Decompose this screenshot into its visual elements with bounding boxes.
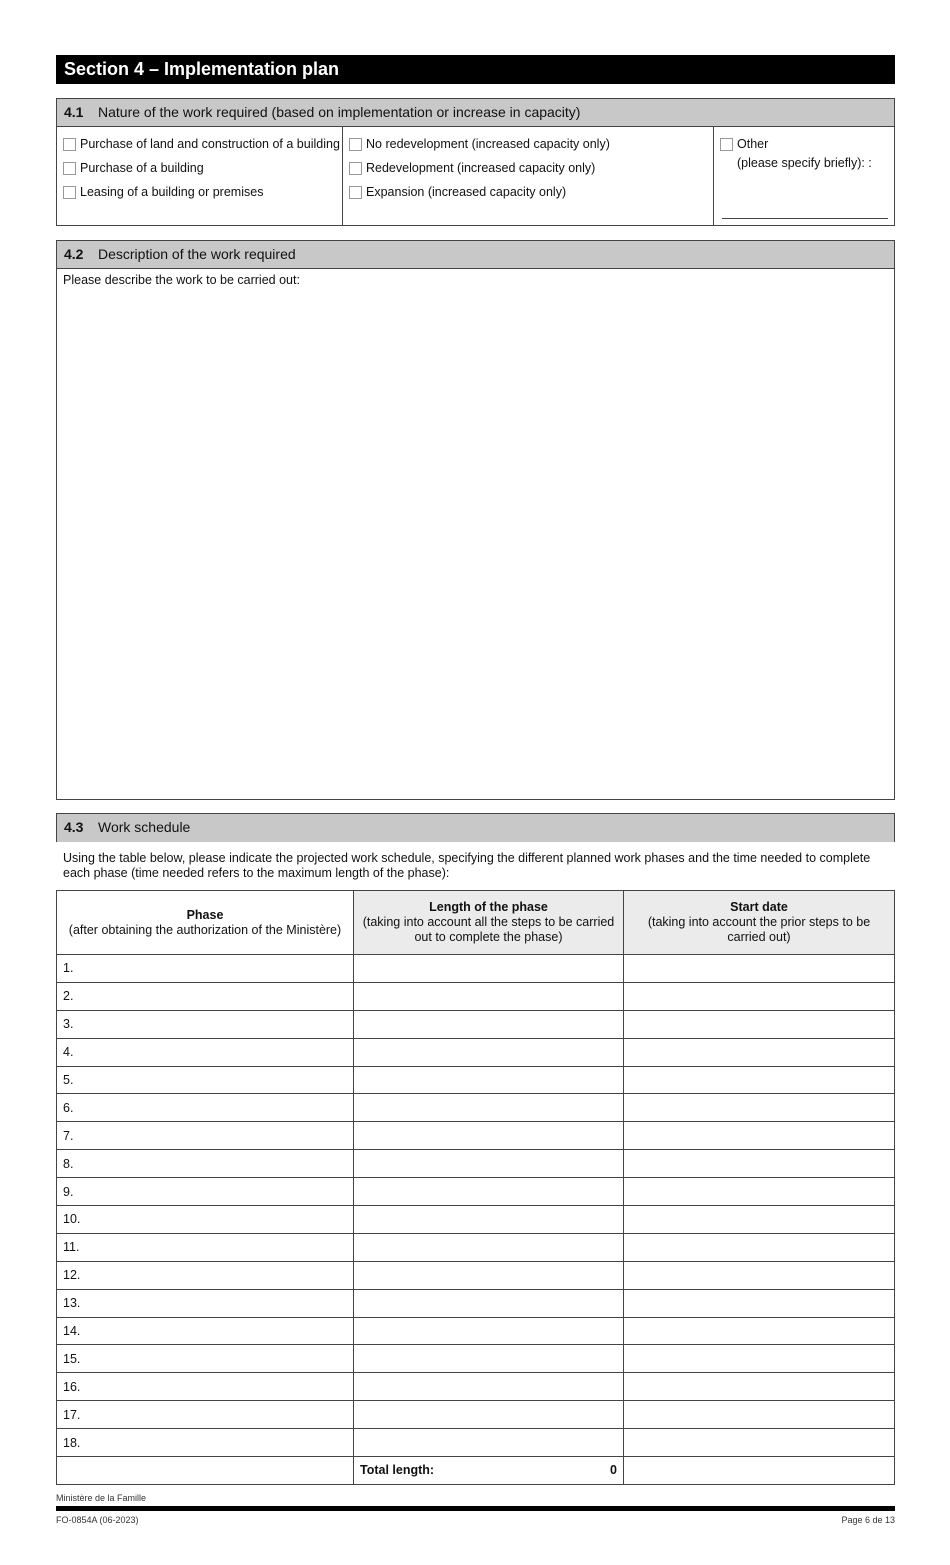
table-row (57, 1261, 895, 1289)
section-heading: Work schedule (98, 819, 191, 835)
checkbox[interactable] (63, 138, 76, 151)
length-cell[interactable] (354, 1066, 624, 1094)
total-length-value: 0 (610, 1463, 617, 1478)
description-header (57, 241, 894, 269)
option-label: Leasing of a building or premises (80, 185, 264, 199)
length-cell[interactable] (354, 1317, 624, 1345)
checkbox[interactable] (63, 162, 76, 175)
total-length-label: Total length: (360, 1463, 435, 1478)
table-row (57, 1317, 895, 1345)
options-column-other (714, 127, 894, 225)
table-row (57, 982, 895, 1010)
phase-cell[interactable]: 10. (57, 1206, 354, 1234)
total-spacer-cell (57, 1457, 354, 1485)
phase-cell[interactable]: 13. (57, 1289, 354, 1317)
start-date-cell[interactable] (624, 1401, 895, 1429)
option-label: Purchase of land and construction of a building (80, 137, 340, 151)
start-date-cell[interactable] (624, 955, 895, 983)
description-box (56, 240, 895, 800)
nature-of-work-box (56, 98, 895, 226)
option-label: Expansion (increased capacity only) (366, 185, 567, 199)
table-row (57, 955, 895, 983)
phase-cell[interactable]: 5. (57, 1066, 354, 1094)
start-date-cell[interactable] (624, 1178, 895, 1206)
start-date-cell[interactable] (624, 1317, 895, 1345)
length-cell[interactable] (354, 1178, 624, 1206)
footer-organization: Ministère de la Famille (56, 1493, 147, 1503)
phase-cell[interactable]: 9. (57, 1178, 354, 1206)
table-row (57, 1122, 895, 1150)
phase-cell[interactable]: 11. (57, 1233, 354, 1261)
total-length-cell (354, 1457, 624, 1485)
option-purchase-building[interactable] (63, 156, 336, 180)
option-label: No redevelopment (increased capacity only) (366, 137, 610, 151)
column-header-start-date: Start date (taking into account the prior steps to be carried out) (624, 891, 895, 955)
work-schedule-table (56, 890, 895, 1485)
phase-cell[interactable]: 3. (57, 1010, 354, 1038)
checkbox[interactable] (349, 138, 362, 151)
start-date-cell[interactable] (624, 1261, 895, 1289)
start-date-cell[interactable] (624, 1289, 895, 1317)
table-row (57, 1233, 895, 1261)
section-number: 4.3 (64, 819, 84, 835)
table-row (57, 1345, 895, 1373)
section-title: Section 4 – Implementation plan (56, 55, 895, 84)
phase-cell[interactable]: 12. (57, 1261, 354, 1289)
total-empty-cell (624, 1457, 895, 1485)
work-schedule-header (57, 814, 894, 842)
work-schedule-box (56, 813, 895, 842)
option-land-construction[interactable] (63, 132, 340, 156)
total-row (57, 1457, 895, 1485)
option-redevelopment[interactable] (349, 156, 707, 180)
phase-cell[interactable]: 4. (57, 1038, 354, 1066)
option-leasing[interactable] (63, 180, 336, 204)
table-row (57, 1150, 895, 1178)
table-row (57, 1429, 895, 1457)
start-date-cell[interactable] (624, 1373, 895, 1401)
checkbox[interactable] (349, 162, 362, 175)
table-row (57, 1010, 895, 1038)
checkbox[interactable] (63, 186, 76, 199)
length-cell[interactable] (354, 1010, 624, 1038)
start-date-cell[interactable] (624, 1233, 895, 1261)
checkbox[interactable] (349, 186, 362, 199)
table-row (57, 1289, 895, 1317)
checkbox[interactable] (720, 138, 733, 151)
option-label: Other (737, 137, 769, 151)
start-date-cell[interactable] (624, 1066, 895, 1094)
start-date-cell[interactable] (624, 1122, 895, 1150)
start-date-cell[interactable] (624, 1010, 895, 1038)
table-row (57, 1066, 895, 1094)
length-cell[interactable] (354, 1038, 624, 1066)
description-label: Please describe the work to be carried out: (63, 273, 300, 287)
length-cell[interactable] (354, 1206, 624, 1234)
length-cell[interactable] (354, 1094, 624, 1122)
footer-form-code: FO-0854A (06-2023) (56, 1515, 139, 1525)
table-row (57, 1206, 895, 1234)
other-specify-input[interactable] (722, 218, 888, 219)
work-schedule-intro: Using the table below, please indicate the projected work schedule, specifying the different planned work phases and the time needed to complete each phase (time needed refers to the maximum length of the phase): (63, 851, 871, 880)
length-cell[interactable] (354, 1150, 624, 1178)
length-cell[interactable] (354, 955, 624, 983)
phase-cell[interactable]: 16. (57, 1373, 354, 1401)
section-heading: Description of the work required (98, 246, 296, 262)
start-date-cell[interactable] (624, 982, 895, 1010)
start-date-cell[interactable] (624, 1429, 895, 1457)
nature-of-work-header (57, 99, 894, 127)
option-other[interactable] (720, 132, 888, 156)
description-textarea[interactable] (57, 291, 894, 791)
table-row (57, 1178, 895, 1206)
option-label: Redevelopment (increased capacity only) (366, 161, 596, 175)
length-cell[interactable] (354, 1401, 624, 1429)
length-cell[interactable] (354, 1261, 624, 1289)
start-date-cell[interactable] (624, 1094, 895, 1122)
phase-cell[interactable]: 2. (57, 982, 354, 1010)
option-no-redevelopment[interactable] (349, 132, 707, 156)
section-number: 4.2 (64, 246, 84, 262)
option-label: Purchase of a building (80, 161, 204, 175)
section-number: 4.1 (64, 104, 84, 120)
section-heading: Nature of the work required (based on implementation or increase in capacity) (98, 104, 581, 120)
phase-cell[interactable]: 6. (57, 1094, 354, 1122)
option-expansion[interactable] (349, 180, 707, 204)
length-cell[interactable] (354, 1289, 624, 1317)
phase-cell[interactable]: 14. (57, 1317, 354, 1345)
footer-divider (56, 1506, 895, 1511)
length-cell[interactable] (354, 1122, 624, 1150)
length-cell[interactable] (354, 982, 624, 1010)
other-specify-label: (please specify briefly): : (737, 156, 872, 170)
options-column-2 (343, 127, 714, 225)
footer-page-number: Page 6 de 13 (841, 1515, 895, 1525)
phase-cell[interactable]: 1. (57, 955, 354, 983)
options-column-1 (57, 127, 343, 225)
column-header-phase: Phase (after obtaining the authorization of the Ministère) (57, 891, 354, 955)
table-row (57, 1373, 895, 1401)
phase-cell[interactable]: 7. (57, 1122, 354, 1150)
start-date-cell[interactable] (624, 1038, 895, 1066)
table-row (57, 1401, 895, 1429)
length-cell[interactable] (354, 1233, 624, 1261)
start-date-cell[interactable] (624, 1206, 895, 1234)
column-header-length: Length of the phase (taking into account all the steps to be carried out to complete the phase) (354, 891, 624, 955)
start-date-cell[interactable] (624, 1150, 895, 1178)
table-row (57, 1038, 895, 1066)
phase-cell[interactable]: 15. (57, 1345, 354, 1373)
phase-cell[interactable]: 8. (57, 1150, 354, 1178)
start-date-cell[interactable] (624, 1345, 895, 1373)
phase-cell[interactable]: 17. (57, 1401, 354, 1429)
table-row (57, 1094, 895, 1122)
length-cell[interactable] (354, 1373, 624, 1401)
length-cell[interactable] (354, 1429, 624, 1457)
length-cell[interactable] (354, 1345, 624, 1373)
phase-cell[interactable]: 18. (57, 1429, 354, 1457)
